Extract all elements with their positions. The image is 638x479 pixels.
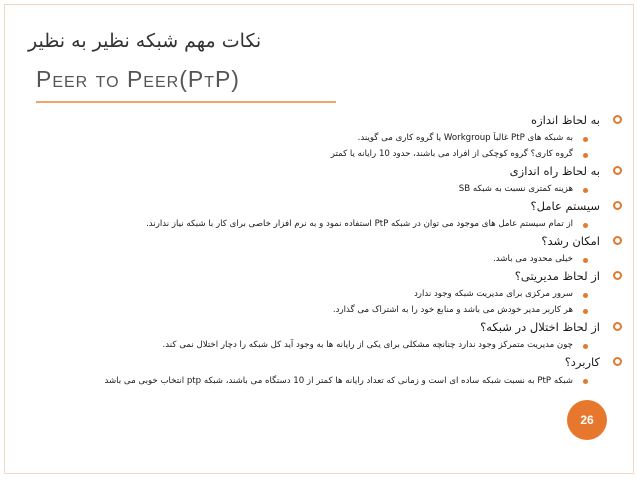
dot-bullet-icon <box>583 188 588 193</box>
dot-bullet-icon <box>583 153 588 158</box>
section-heading: کاربرد؟ <box>40 355 628 374</box>
circle-bullet-icon <box>613 322 622 331</box>
circle-bullet-icon <box>613 236 622 245</box>
dot-bullet-icon <box>583 293 588 298</box>
dot-bullet-icon <box>583 223 588 228</box>
slide-frame-right <box>633 4 634 474</box>
section-heading: امکان رشد؟ <box>40 234 628 253</box>
bullet-item: از تمام سیستم عامل های موجود می توان در شبکه PtP استفاده نمود و به نرم افزار خاصی برای کار با شبکه نیاز ندارند. <box>40 218 628 234</box>
bullet-item: چون مدیریت متمرکز وجود ندارد چنانچه مشکلی برای یکی از رایانه ها به وجود آید کل شبکه را دچار اختلال نمی کند. <box>40 339 628 355</box>
title-underline <box>36 101 336 103</box>
page-number-badge: 26 <box>567 400 607 440</box>
bullet-item: گروه کاری؟ گروه کوچکی از افراد می باشند، حدود 10 رایانه یا کمتر <box>40 148 628 164</box>
bullet-list <box>40 113 628 400</box>
circle-bullet-icon <box>613 166 622 175</box>
dot-bullet-icon <box>583 344 588 349</box>
dot-bullet-icon <box>583 137 588 142</box>
bullet-item: هر کاربر مدیر خودش می باشد و منابع خود را به اشتراک می گذارد. <box>40 304 628 320</box>
slide-frame-bottom <box>4 473 634 474</box>
bullet-item: به شبکه های PtP غالباً Workgroup یا گروه کاری می گویند. <box>40 132 628 148</box>
dot-bullet-icon <box>583 258 588 263</box>
slide-frame-left <box>4 4 5 474</box>
circle-bullet-icon <box>613 201 622 210</box>
dot-bullet-icon <box>583 309 588 314</box>
bullet-item: شبکه PtP به نسبت شبکه ساده ای است و زمانی که تعداد رایانه ها کمتر از 10 دستگاه می باشند، شبکه ptp انتخاب خوبی می باشد <box>40 374 628 400</box>
section-heading: به لحاظ راه اندازی <box>40 164 628 183</box>
slide-subtitle: Peer to Peer(PtP) <box>36 66 240 92</box>
section-heading: از لحاظ اختلال در شبکه؟ <box>40 320 628 339</box>
circle-bullet-icon <box>613 271 622 280</box>
bullet-item: هزینه کمتری نسبت به شبکه SB <box>40 183 628 199</box>
section-heading: از لحاظ مدیریتی؟ <box>40 269 628 288</box>
dot-bullet-icon <box>583 379 588 384</box>
bullet-item: سرور مرکزی برای مدیریت شبکه وجود ندارد <box>40 288 628 304</box>
bullet-item: خیلی محدود می باشد. <box>40 253 628 269</box>
section-heading: سیستم عامل؟ <box>40 199 628 218</box>
slide-frame-top <box>4 4 634 5</box>
circle-bullet-icon <box>613 115 622 124</box>
section-heading: به لحاظ اندازه <box>40 113 628 132</box>
circle-bullet-icon <box>613 357 622 366</box>
slide-title: نکات مهم شبکه نظیر به نظیر <box>28 30 262 52</box>
